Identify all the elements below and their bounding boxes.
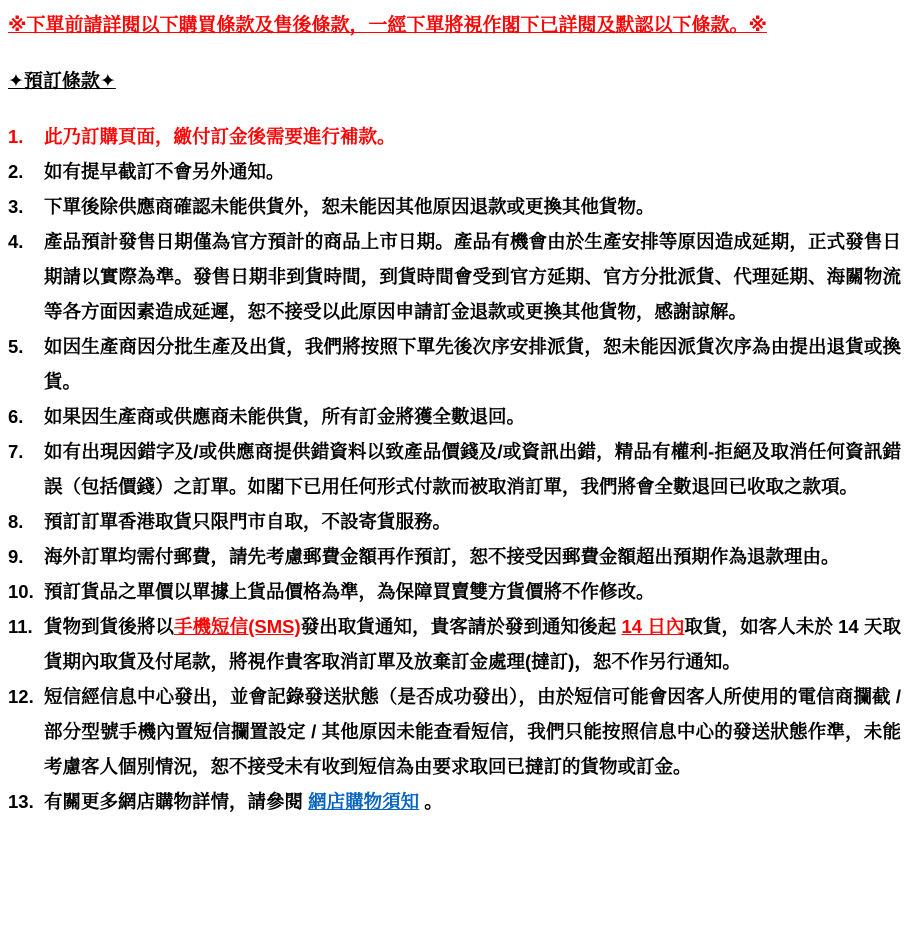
item-number: 5. [8, 336, 24, 358]
sms-emphasis-text: 手機短信(SMS) [173, 616, 301, 638]
term-item-10 [8, 574, 901, 609]
deadline-emphasis-text: 14 日內 [621, 616, 685, 638]
term-text-segment: 有關更多網店購物詳情，請參閱 [44, 791, 309, 813]
term-item-9 [8, 539, 901, 574]
term-text: 如果因生產商或供應商未能供貨，所有訂金將獲全數退回。 [44, 406, 526, 428]
preorder-terms-heading: ✦預訂條款✦ [8, 70, 116, 92]
term-text: 如因生產商因分批生產及出貨，我們將按照下單先後次序安排派貨，恕未能因派貨次序為由提出退貨或換貨。 [44, 336, 901, 393]
term-item-3 [8, 189, 901, 224]
term-text [44, 784, 901, 819]
term-text-segment: 發出取貨通知，貴客請於發到通知後起 [300, 616, 622, 638]
item-number: 4. [8, 231, 24, 253]
term-item-4 [8, 224, 901, 329]
term-text-segment: 貨物到貨後將以 [44, 616, 174, 638]
item-number: 10. [8, 581, 34, 603]
term-text: 如有出現因錯字及/或供應商提供錯資料以致產品價錢及/或資訊出錯，精品有權利-拒絕及取消任何資訊錯誤（包括價錢）之訂單。如閣下已用任何形式付款而被取消訂單，我們將會全數退回已收取之款項。 [44, 441, 901, 498]
item-number: 12. [8, 686, 34, 708]
term-text-segment: 。 [419, 791, 443, 813]
terms-list [8, 119, 901, 819]
term-item-2 [8, 154, 901, 189]
term-item-6 [8, 399, 901, 434]
term-text: 海外訂單均需付郵費，請先考慮郵費金額再作預訂，恕不接受因郵費金額超出預期作為退款理由。 [44, 546, 840, 568]
item-number: 7. [8, 441, 24, 463]
term-item-13 [8, 784, 901, 819]
item-number: 3. [8, 196, 24, 218]
term-text-segment: 取貨，如客人未於 14 天取貨期內取貨及付尾款，將視作貴客取消訂單及放棄訂金處理(撻訂)，恕不作另行通知。 [44, 616, 901, 673]
term-item-5 [8, 329, 901, 399]
purchase-notice-banner: ※下單前請詳閱以下購買條款及售後條款，一經下單將視作閣下已詳閱及默認以下條款。※ [8, 15, 767, 36]
term-text: 預訂貨品之單價以單據上貨品價格為準，為保障買賣雙方貨價將不作修改。 [44, 581, 655, 603]
item-number: 2. [8, 161, 24, 183]
item-number: 9. [8, 546, 24, 568]
term-item-11 [8, 609, 901, 679]
term-text: 產品預計發售日期僅為官方預計的商品上市日期。產品有機會由於生產安排等原因造成延期，正式發售日期請以實際為準。發售日期非到貨時間，到貨時間會受到官方延期、官方分批派貨、代理延期、海關物流等各方面因素造成延遲，恕不接受以此原因申請訂金退款或更換其他貨物，感謝諒解。 [44, 231, 901, 323]
term-item-7 [8, 434, 901, 504]
shop-guide-link[interactable]: 網店購物須知 [308, 791, 420, 813]
item-number: 13. [8, 791, 34, 813]
term-item-12 [8, 679, 901, 784]
item-number: 8. [8, 511, 24, 533]
term-text: 此乃訂購頁面，繳付訂金後需要進行補款。 [44, 126, 396, 148]
term-text: 下單後除供應商確認未能供貨外，恕未能因其他原因退款或更換其他貨物。 [44, 196, 655, 218]
term-text [44, 609, 901, 679]
term-text: 短信經信息中心發出，並會記錄發送狀態（是否成功發出），由於短信可能會因客人所使用的電信商攔截 / 部分型號手機內置短信攔置設定 / 其他原因未能查看短信，我們只能按照信息中心的發送狀態作準，未能考慮客人個別情況，恕不接受未有收到短信為由要求取回已撻訂的貨物或訂金。 [44, 686, 901, 778]
item-number: 6. [8, 406, 24, 428]
term-item-1 [8, 119, 901, 154]
item-number: 1. [8, 126, 24, 148]
term-text: 如有提早截訂不會另外通知。 [44, 161, 285, 183]
term-text: 預訂訂單香港取貨只限門市自取，不設寄貨服務。 [44, 511, 452, 533]
item-number: 11. [8, 616, 33, 638]
term-item-8 [8, 504, 901, 539]
